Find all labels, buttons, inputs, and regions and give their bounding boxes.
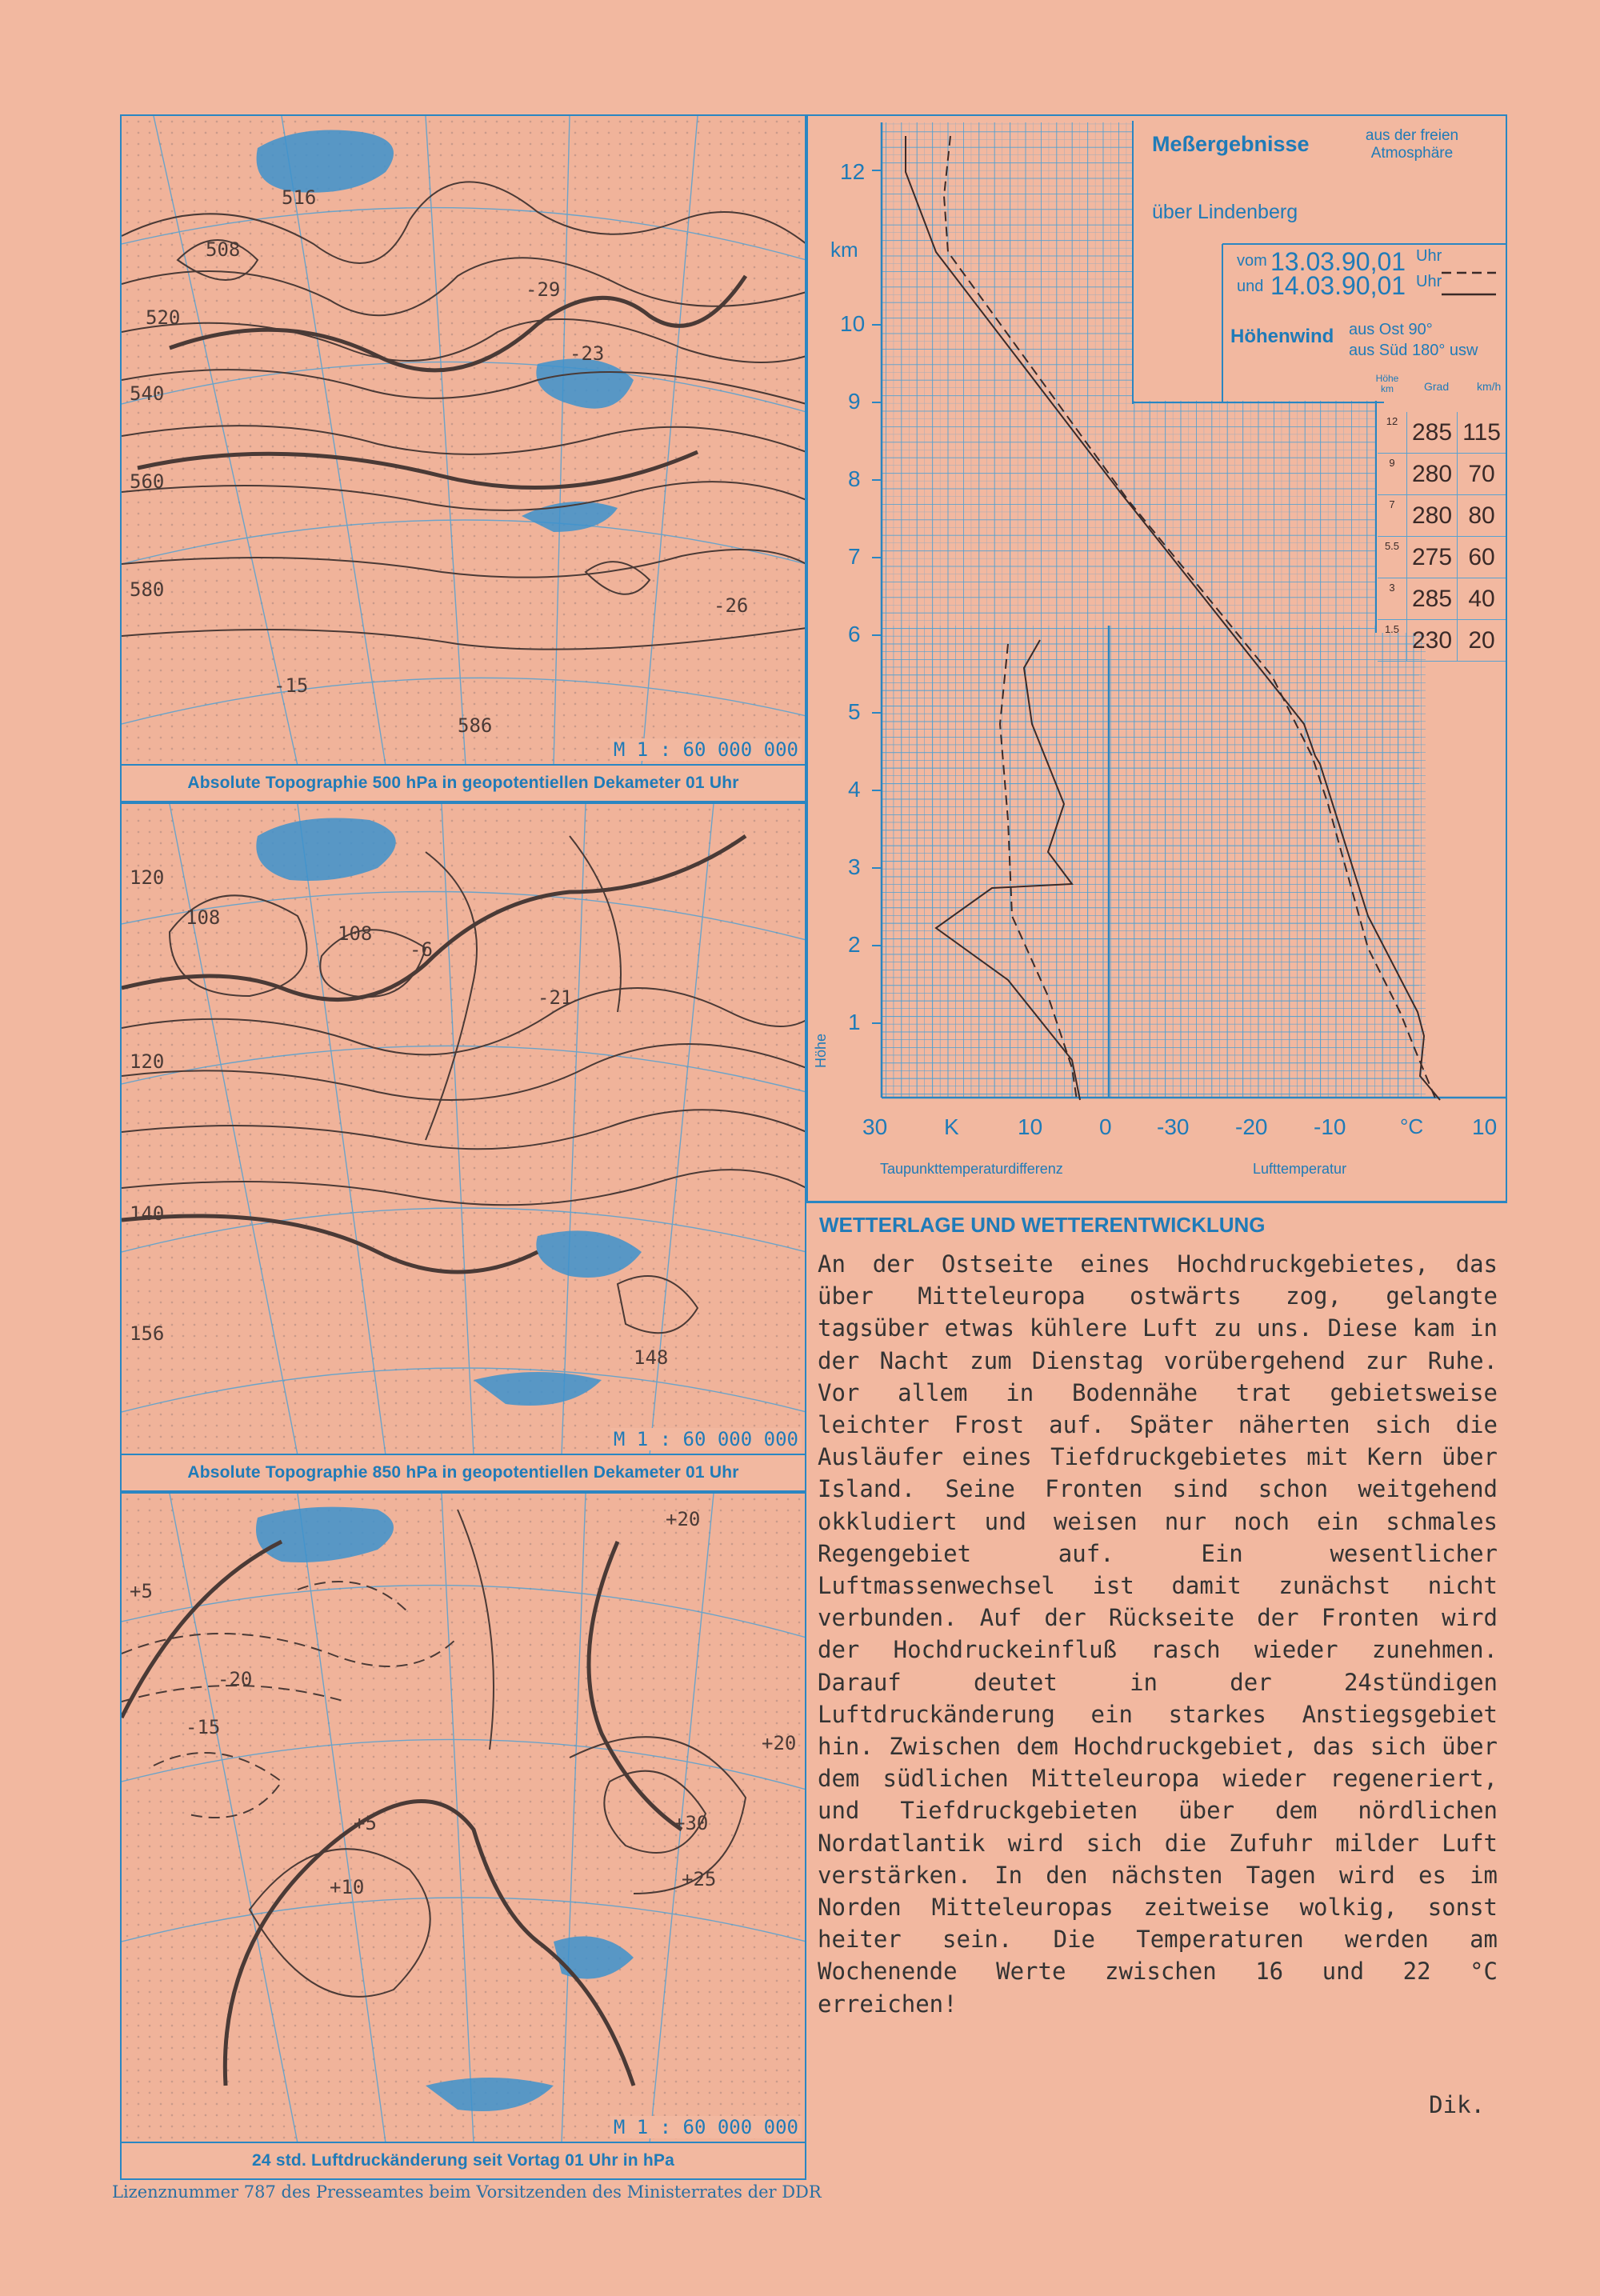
wind-row-height: 9 [1378,454,1407,495]
vom-date: 13.03.90,01 [1270,247,1406,276]
y-tick-11: 11 [648,116,650,117]
wind-legend-1: aus Ost 90° [1349,321,1433,338]
sounding-title: Meßergebnisse [1152,132,1310,156]
map-pressure-change-scale: M 1 : 60 000 000 [610,2116,802,2138]
x-tick-celsius: °C [1400,1114,1424,1138]
x-tick-k: K [944,1114,959,1139]
wind-legend-2: aus Süd 180° usw [1349,342,1478,359]
svg-text:-29: -29 [526,278,561,301]
wind-row-direction: 230 [1407,620,1458,662]
wind-row-height: 7 [1378,495,1407,537]
wind-row-direction: 280 [1407,495,1458,537]
map-850hpa-scale: M 1 : 60 000 000 [610,1428,802,1450]
wind-row-height: 3 [1378,578,1407,620]
sounding-subtitle: aus der freien Atmosphäre [1365,127,1459,162]
y-tick-8: 8 [848,466,861,491]
x-label-temperature: Lufttemperatur [1253,1161,1347,1177]
y-axis-label: Höhe [813,1033,829,1068]
x-tick-m30: -30 [1157,1114,1190,1139]
y-tick-10: 10 [840,311,866,336]
svg-text:540: 540 [130,382,165,405]
sounding-location: über Lindenberg [1152,201,1298,223]
svg-text:140: 140 [130,1202,165,1225]
map-500hpa-scale: M 1 : 60 000 000 [610,738,802,761]
wind-row-direction: 285 [1407,412,1458,454]
y-tick-9: 9 [848,389,861,414]
svg-text:-15: -15 [274,674,309,697]
x-tick-0: 0 [1099,1114,1112,1139]
map-850hpa-drawing [122,804,806,1455]
wind-row [1378,578,1506,620]
wind-row [1378,412,1506,454]
y-tick-6: 6 [848,622,861,646]
y-axis-km: km [830,238,858,262]
x-tick-m20: -20 [1235,1114,1268,1139]
wind-row-speed: 60 [1458,537,1506,578]
vom-label: vom [1237,252,1267,270]
und-uhr: Uhr [1416,273,1442,290]
svg-text:560: 560 [130,470,165,493]
x-label-dewpoint: Taupunkttemperaturdifferenz [880,1161,1063,1177]
wind-row-speed: 80 [1458,495,1506,537]
y-tick-5: 5 [848,699,861,724]
svg-text:+20: +20 [666,1508,701,1530]
svg-text:-15: -15 [186,1716,221,1738]
svg-text:508: 508 [206,238,241,261]
map-500hpa-drawing [122,116,806,766]
y-tick-12: 12 [840,159,866,184]
wind-table [1378,412,1506,662]
wind-col-height: Höhe km [1375,373,1399,394]
y-tick-3: 3 [848,854,861,879]
x-tick-p10: 10 [1472,1114,1498,1139]
wind-row-height: 1.5 [1378,620,1407,662]
svg-text:-26: -26 [714,594,749,617]
svg-text:516: 516 [282,186,317,209]
svg-text:580: 580 [130,578,165,601]
article-signature: Dik. [1429,2091,1485,2118]
wind-row-speed: 20 [1458,620,1506,662]
license-note: Lizenznummer 787 des Presseamtes beim Vorsitzenden des Ministerrates der DDR [112,2182,822,2202]
svg-text:120: 120 [130,866,165,889]
svg-text:108: 108 [186,906,221,929]
y-tick-4: 4 [848,777,861,802]
map-850hpa [120,802,806,1492]
weather-article [806,1202,1507,2178]
wind-row [1378,537,1506,578]
x-tick-10: 10 [1018,1114,1043,1139]
svg-text:156: 156 [130,1322,165,1345]
svg-text:-23: -23 [570,342,605,365]
wind-row [1378,495,1506,537]
svg-text:-20: -20 [218,1668,253,1690]
wind-row-direction: 280 [1407,454,1458,495]
map-500hpa-caption: Absolute Topographie 500 hPa in geopotentiellen Dekameter 01 Uhr [122,764,805,801]
article-title: WETTERLAGE UND WETTERENTWICKLUNG [819,1213,1266,1237]
wind-row-speed: 115 [1458,412,1506,454]
svg-text:+10: +10 [330,1876,365,1898]
map-pressure-change [120,1492,806,2180]
map-850hpa-caption: Absolute Topographie 850 hPa in geopotentiellen Dekameter 01 Uhr [122,1454,805,1490]
y-tick-1: 1 [848,1010,861,1034]
x-tick-30: 30 [862,1114,888,1139]
y-tick-2: 2 [848,932,861,957]
wind-col-speed: km/h [1477,380,1502,393]
map-pressure-change-drawing [122,1494,806,2143]
wind-row [1378,454,1506,495]
wind-row-height: 5.5 [1378,537,1407,578]
article-body: An der Ostseite eines Hochdruckgebietes, das über Mitteleuropa ostwärts zog, gelangte tagsüber etwas kühlere Luft zu uns. Diese kam in der Nacht zum Dienstag vorübergehend zur Ruhe. Vor allem in Bodennähe trat gebietsweise leichter Frost auf. Später näherten sich die Ausläufer eines Tiefdruckgebietes mit Kern über Island. Seine Fronten sind schon weitgehend okkludiert und weisen nur noch ein schmales Regengebiet auf. Ein wesentlicher Luftmassenwechsel ist damit zunächst nicht verbunden. Auf der Rückseite der Fronten wird der Hochdruckeinfluß rasch wieder zunehmen. Darauf deutet in der 24stündigen Luftdruckänderung ein starkes Anstiegsgebiet hin. Zwischen dem Hochdruckgebiet, das sich über dem südlichen Mitteleuropa wieder regeneriert, und Tiefdruckgebieten über dem nördlichen Nordatlantik wird sich die Zufuhr milder Luft verstärken. In den nächsten Tagen wird es im Norden Mitteleuropas zeitweise wolkig, sonst heiter sein. Die Temperaturen werden am Wochenende Werte zwischen 16 und 22 °C erreichen! [818,1250,1498,2018]
vom-uhr: Uhr [1416,247,1442,265]
svg-text:-21: -21 [538,986,573,1009]
svg-text:148: 148 [634,1346,669,1369]
map-500hpa [120,114,806,802]
wind-row [1378,620,1506,662]
svg-text:108: 108 [338,922,373,945]
svg-text:586: 586 [458,714,493,737]
svg-text:-6: -6 [410,938,433,961]
wind-row-speed: 40 [1458,578,1506,620]
svg-text:520: 520 [146,306,181,329]
svg-text:+5: +5 [354,1812,377,1834]
svg-text:+20: +20 [762,1732,797,1754]
und-date: 14.03.90,01 [1270,271,1406,300]
svg-text:120: 120 [130,1050,165,1073]
wind-row-height: 12 [1378,412,1407,454]
wind-title: Höhenwind [1230,326,1334,347]
wind-row-direction: 275 [1407,537,1458,578]
wind-row-direction: 285 [1407,578,1458,620]
y-tick-7: 7 [848,544,861,569]
svg-text:+30: +30 [674,1812,709,1834]
wind-col-dir: Grad [1424,380,1450,393]
svg-text:+5: +5 [130,1580,153,1602]
wind-row-speed: 70 [1458,454,1506,495]
svg-text:+25: +25 [682,1868,717,1890]
und-label: und [1237,278,1264,295]
x-tick-m10: -10 [1314,1114,1346,1139]
map-pressure-change-caption: 24 std. Luftdruckänderung seit Vortag 01 Uhr in hPa [122,2142,805,2178]
